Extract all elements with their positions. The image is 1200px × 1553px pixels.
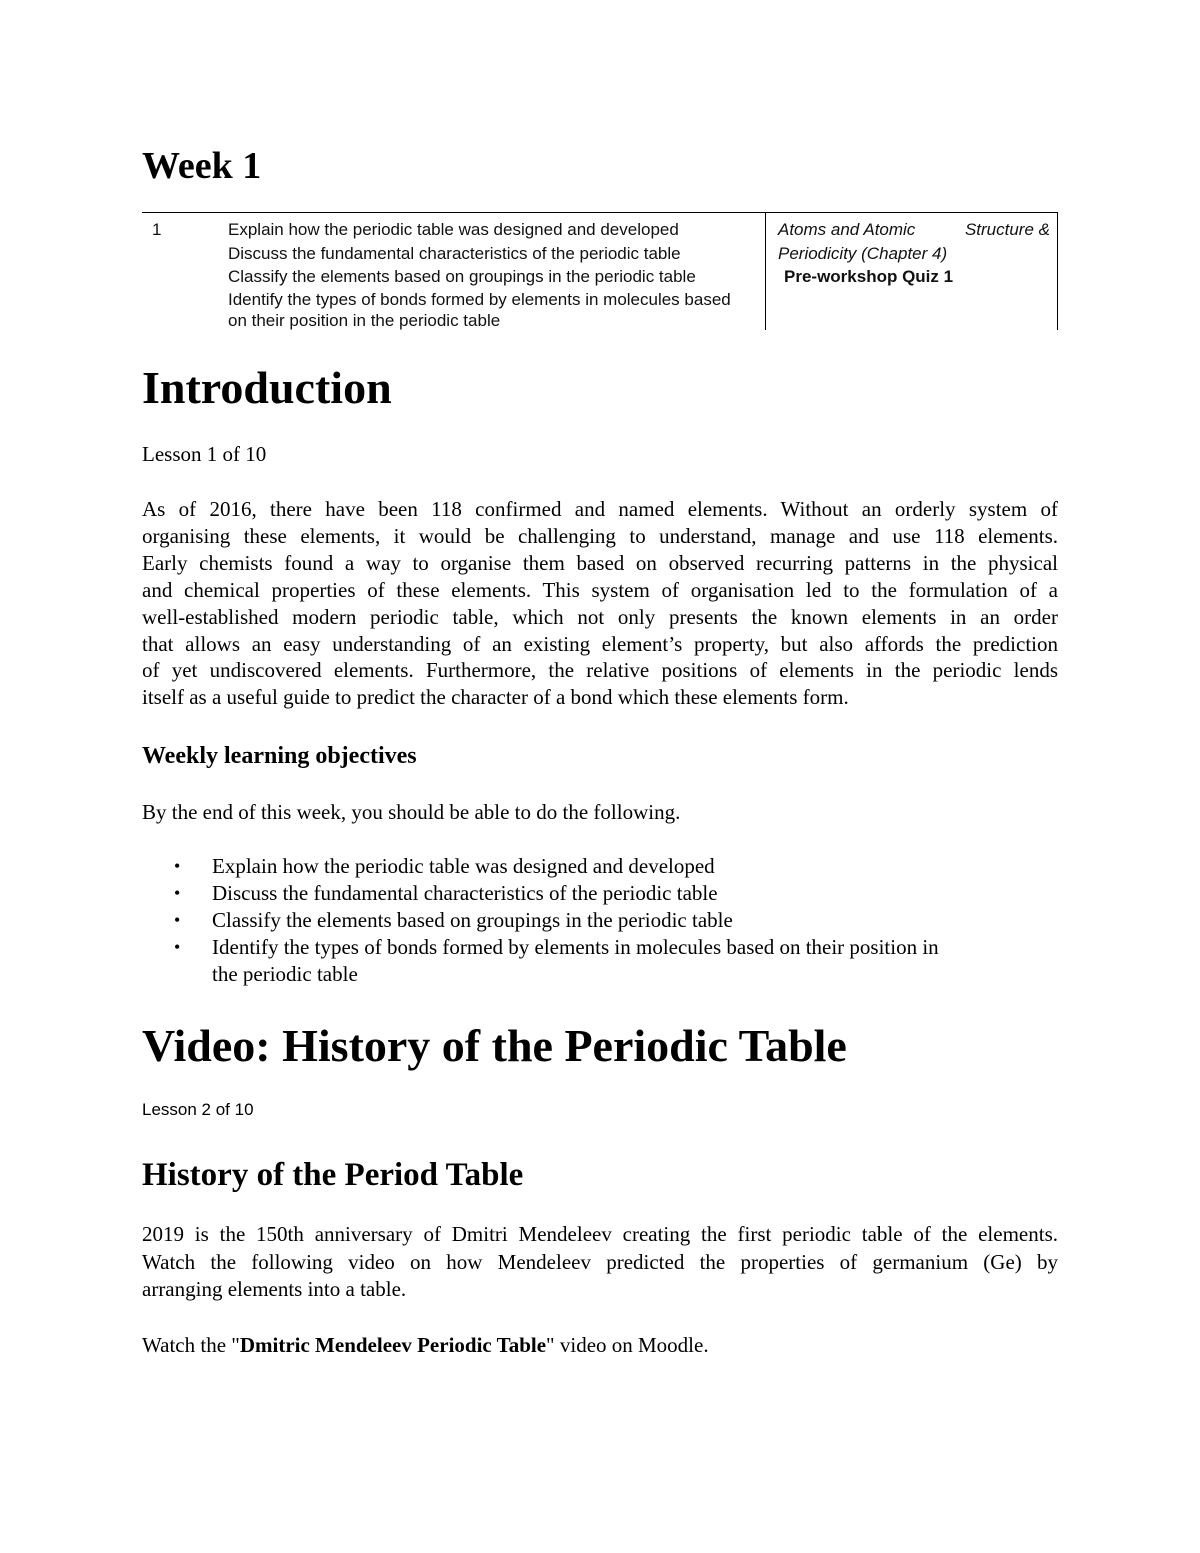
objective-text: Explain how the periodic table was designed and developed	[212, 854, 715, 878]
paragraph-line: itself as a useful guide to predict the character of a bond which these elements form.	[142, 685, 849, 710]
lesson-counter: Lesson 1 of 10	[142, 442, 267, 466]
table-column-divider	[765, 212, 766, 330]
objective-text: Classify the elements based on groupings in the periodic table	[212, 908, 733, 932]
paragraph-line: Watch the following video on how Mendeleev predicted the properties of germanium (Ge) by	[142, 1249, 1058, 1274]
bullet-icon: •	[174, 910, 181, 930]
resource-title-left: Atoms and Atomic	[778, 220, 916, 239]
schedule-table	[142, 212, 1058, 330]
history-heading: History of the Period Table	[142, 1157, 524, 1193]
table-right-border	[1057, 212, 1058, 330]
paragraph-line: arranging elements into a table.	[142, 1277, 407, 1301]
paragraph-line: As of 2016, there have been 118 confirmed and named elements. Without an orderly system of	[142, 497, 1058, 521]
objective-text: Discuss the fundamental characteristics of the periodic table	[212, 881, 718, 905]
paragraph-line: that allows an easy understanding of an existing element’s property, but also affords the prediction	[142, 631, 1058, 656]
table-objective: Identify the types of bonds formed by elements in molecules based	[228, 289, 731, 309]
weekly-objectives-heading: Weekly learning objectives	[142, 743, 417, 769]
table-objectives-cell	[228, 218, 764, 331]
table-objective: Explain how the periodic table was designed and developed	[228, 220, 679, 239]
resource-chapter: Periodicity (Chapter 4)	[778, 243, 948, 263]
watch-prefix: Watch the "	[142, 1333, 240, 1357]
watch-instruction	[142, 1332, 709, 1358]
bullet-icon: •	[174, 883, 181, 903]
list-item	[142, 907, 1058, 934]
paragraph-line: well-established modern periodic table, which not only presents the known elements in an order	[142, 604, 1058, 629]
introduction-paragraph	[142, 496, 1058, 711]
bullet-icon: •	[174, 856, 181, 876]
list-item	[142, 934, 1058, 988]
list-item	[142, 880, 1058, 907]
paragraph-line: 2019 is the 150th anniversary of Dmitri Mendeleev creating the first periodic table of the elements.	[142, 1222, 1058, 1246]
introduction-heading: Introduction	[142, 362, 392, 413]
objectives-intro: By the end of this week, you should be able to do the following.	[142, 800, 681, 824]
bullet-icon: •	[174, 937, 181, 957]
paragraph-line: and chemical properties of these elements. This system of organisation led to the formulation of a	[142, 577, 1058, 602]
list-item	[142, 853, 1058, 880]
resource-title-line	[778, 218, 1050, 242]
table-week-number: 1	[152, 220, 162, 239]
history-paragraph	[142, 1221, 1058, 1304]
video-title: Dmitric Mendeleev Periodic Table	[239, 1333, 547, 1357]
table-objective: on their position in the periodic table	[228, 310, 501, 330]
table-objective: Discuss the fundamental characteristics of the periodic table	[228, 243, 681, 263]
video-heading: Video: History of the Periodic Table	[142, 1020, 847, 1071]
table-top-rule	[142, 212, 1058, 213]
table-resources-cell	[778, 218, 1054, 289]
objectives-list	[142, 853, 1058, 988]
week-heading: Week 1	[142, 145, 262, 187]
paragraph-line: Early chemists found a way to organise them based on observed recurring patterns in the physical	[142, 550, 1058, 575]
resource-title-right: Structure &	[964, 220, 1050, 239]
table-objective: Classify the elements based on groupings in the periodic table	[228, 267, 696, 286]
objective-text-continued: the periodic table	[212, 962, 358, 986]
paragraph-line: organising these elements, it would be challenging to understand, manage and use 118 elements.	[142, 523, 1058, 548]
pre-workshop-quiz: Pre-workshop Quiz 1	[784, 267, 954, 286]
lesson-counter: Lesson 2 of 10	[142, 1100, 254, 1119]
watch-suffix: " video on Moodle.	[546, 1333, 709, 1357]
paragraph-line: of yet undiscovered elements. Furthermore, the relative positions of elements in the periodic lends	[142, 658, 1058, 683]
objective-text: Identify the types of bonds formed by elements in molecules based on their position in	[212, 935, 939, 959]
